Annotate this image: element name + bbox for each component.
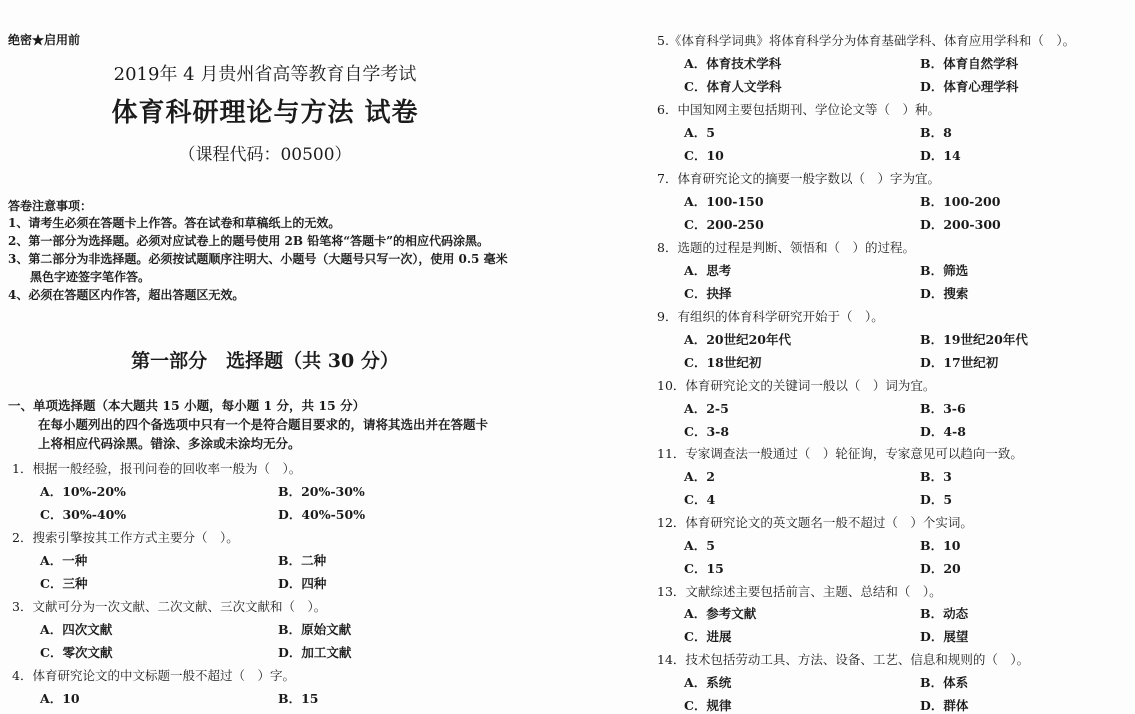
question-8-option-a: A．思考: [684, 263, 732, 278]
question-7: 7．体育研究论文的摘要一般字数以（ ）字为宜。: [657, 171, 940, 186]
question-14: 14．技术包括劳动工具、方法、设备、工艺、信息和规则的（ ）。: [657, 652, 1030, 667]
question-11-option-c: C．4: [684, 492, 716, 507]
question-3: 3．文献可分为一次文献、二次文献、三次文献和（ ）。: [12, 599, 327, 614]
question-7-option-a: A．100-150: [684, 194, 764, 209]
question-6-option-a: A．5: [684, 125, 715, 140]
question-14-option-b: B．体系: [920, 675, 969, 690]
left-page: [0, 0, 560, 713]
question-11-option-d: D．5: [920, 492, 953, 507]
question-7-option-d: D．200-300: [920, 217, 1001, 232]
question-12-option-b: B．10: [920, 538, 961, 553]
question-11-option-b: B．3: [920, 469, 952, 484]
right-page: [560, 0, 1135, 713]
question-10-option-a: A．2-5: [684, 401, 729, 416]
question-2-option-d: D．四种: [278, 576, 327, 591]
question-8: 8．选题的过程是判断、领悟和（ ）的过程。: [657, 240, 915, 255]
question-5-option-a: A．体育技术学科: [684, 56, 782, 71]
question-12-option-c: C．15: [684, 561, 724, 576]
question-5: 5.《体育科学词典》将体育科学分为体育基础学科、体育应用学科和（ ）。: [657, 33, 1076, 48]
question-14-option-c: C．规律: [684, 698, 732, 713]
question-1-option-b: B．20%-30%: [278, 484, 365, 499]
question-1: 1．根据一般经验，报刊问卷的回收率一般为（ ）。: [12, 461, 302, 476]
notes-heading: 答卷注意事项：: [8, 199, 93, 213]
question-9-option-d: D．17世纪初: [920, 355, 999, 370]
question-13-option-b: B．动态: [920, 606, 969, 621]
question-6-option-c: C．10: [684, 148, 724, 163]
note-4: 4、必须在答题区内作答，超出答题区无效。: [8, 288, 245, 302]
question-4-option-b: B．15: [278, 691, 319, 706]
question-8-option-d: D．搜索: [920, 286, 969, 301]
question-4: 4．体育研究论文的中文标题一般不超过（ ）字。: [12, 668, 295, 683]
question-9: 9．有组织的体育科学研究开始于（ ）。: [657, 309, 884, 324]
question-9-option-b: B．19世纪20年代: [920, 332, 1028, 347]
question-14-option-a: A．系统: [684, 675, 732, 690]
part-title: 第一部分 选择题（共 30 分）: [131, 350, 399, 372]
question-10-option-d: D．4-8: [920, 424, 966, 439]
question-10-option-b: B．3-6: [920, 401, 966, 416]
question-13-option-d: D．展望: [920, 629, 969, 644]
question-6-option-b: B．8: [920, 125, 952, 140]
note-3: 3、第二部分为非选择题。必须按试题顺序注明大、小题号（大题号只写一次），使用 0.5 毫米: [8, 252, 508, 266]
question-2-option-b: B．二种: [278, 553, 327, 568]
course-code: （课程代码：00500）: [178, 145, 352, 165]
question-14-option-d: D．群体: [920, 698, 969, 713]
note-2: 2、第一部分为选择题。必须对应试卷上的题号使用 2B 铅笔将“答题卡”的相应代码涂黑。: [8, 234, 490, 248]
question-6-option-d: D．14: [920, 148, 961, 163]
question-3-option-a: A．四次文献: [40, 622, 113, 637]
exam-title: 2019年 4 月贵州省高等教育自学考试: [113, 64, 417, 85]
question-8-option-b: B．筛选: [920, 263, 969, 278]
question-9-option-a: A．20世纪20年代: [684, 332, 791, 347]
question-2: 2．搜索引擎按其工作方式主要分（ ）。: [12, 530, 239, 545]
question-5-option-b: B．体育自然学科: [920, 56, 1019, 71]
question-12-option-a: A．5: [684, 538, 715, 553]
question-4-option-a: A．10: [40, 691, 80, 706]
note-3-continued: 黑色字迹签字笔作答。: [30, 270, 151, 284]
section-instruction-1: 在每小题列出的四个备选项中只有一个是符合题目要求的，请将其选出并在答题卡: [38, 417, 489, 432]
question-12-option-d: D．20: [920, 561, 961, 576]
question-2-option-c: C．三种: [40, 576, 88, 591]
question-13-option-a: A．参考文献: [684, 606, 757, 621]
question-8-option-c: C．抉择: [684, 286, 732, 301]
question-11-option-a: A．2: [684, 469, 715, 484]
question-3-option-d: D．加工文献: [278, 645, 352, 660]
section-instruction-2: 上将相应代码涂黑。错涂、多涂或未涂均无分。: [38, 436, 301, 451]
secret-label: 绝密★启用前: [8, 33, 81, 47]
question-5-option-c: C．体育人文学科: [684, 79, 782, 94]
question-11: 11．专家调查法一般通过（ ）轮征询，专家意见可以趋向一致。: [657, 446, 1023, 461]
question-2-option-a: A．一种: [40, 553, 88, 568]
question-13-option-c: C．进展: [684, 629, 732, 644]
question-5-option-d: D．体育心理学科: [920, 79, 1019, 94]
question-10: 10．体育研究论文的关键词一般以（ ）词为宜。: [657, 378, 936, 393]
question-13: 13．文献综述主要包括前言、主题、总结和（ ）。: [657, 584, 942, 599]
question-12: 12．体育研究论文的英文题名一般不超过（ ）个实词。: [657, 515, 973, 530]
note-1: 1、请考生必须在答题卡上作答。答在试卷和草稿纸上的无效。: [8, 216, 341, 230]
question-3-option-c: C．零次文献: [40, 645, 113, 660]
question-7-option-b: B．100-200: [920, 194, 1001, 209]
section-title: 一、单项选择题（本大题共 15 小题，每小题 1 分，共 15 分）: [8, 398, 366, 413]
paper-title: 体育科研理论与方法 试卷: [111, 98, 419, 128]
question-9-option-c: C．18世纪初: [684, 355, 762, 370]
question-7-option-c: C．200-250: [684, 217, 764, 232]
question-1-option-c: C．30%-40%: [40, 507, 127, 522]
question-3-option-b: B．原始文献: [278, 622, 352, 637]
question-6: 6．中国知网主要包括期刊、学位论文等（ ）种。: [657, 102, 940, 117]
question-1-option-d: D．40%-50%: [278, 507, 366, 522]
question-1-option-a: A．10%-20%: [40, 484, 126, 499]
question-10-option-c: C．3-8: [684, 424, 730, 439]
